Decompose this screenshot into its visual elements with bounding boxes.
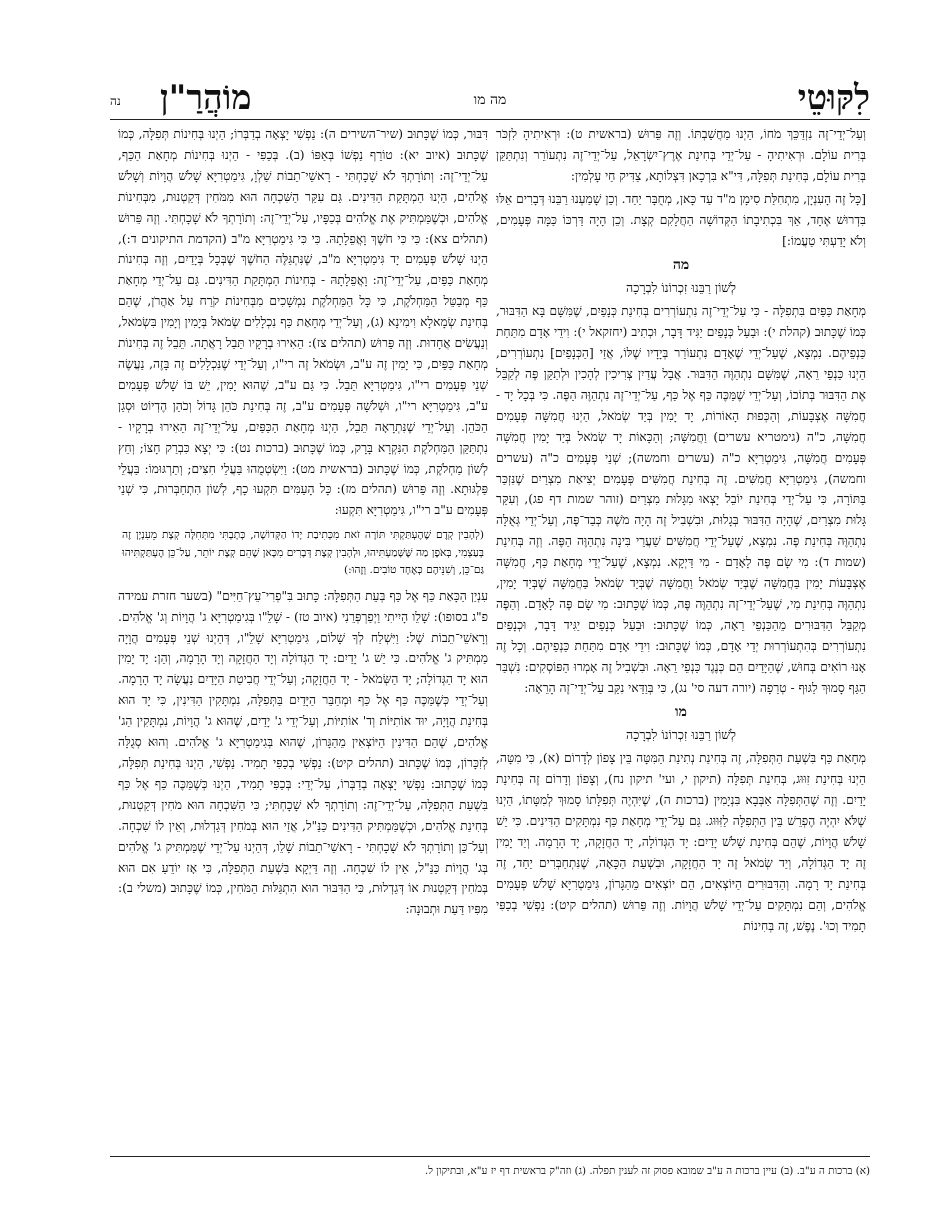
page-header [110,78,870,118]
section-subtitle: לְשׁוֹן רַבֵּנוּ זִכְרוֹנוֹ לִבְרָכָה [626,280,736,296]
section-range: מה מו [473,92,507,108]
paragraph: מְחָאַת כַּף בִּשְׁעַת הַתְּפִלָּה, זֶה בְּחִינַת נְתִינַת הַמִּטָּה בֵּין צָפוֹן לְדָרוֹם (א), כִּי מִטָּה, הַיְנוּ בְּחִינַת זִוּוּג, בְּחִינַת תְּפִלָּה (תיקון י, ועי' תיקון נח), וְצָפוֹן וְדָרוֹם זֶה בְּחִינַת יָדַיִם. וְזֶה שֶׁהַתְּפִלָּה אַבְּבָא בִּנְיָמִין (ברכות ה), שֶׁיִּהְיֶה תְּפִלָּתוֹ סָמוּךְ לְמִטָּתוֹ, הַיְנוּ שֶׁלֹּא יִהְיֶה הֶפְרֵשׁ בֵּין הַתְּפִלָּה לַזִּוּוּג. גַּם עַל־יְדֵי מְחָאַת כַּף נִמְתָּקִים הַדִּינִים. כִּי יֵשׁ שָׁלֹשׁ הֲוָיוֹת, שֶׁהֵם בְּחִינַת שָׁלֹשׁ יָדַיִם: יָד הַגְּדוֹלָה, יָד הַחֲזָקָה, יָד הָרָמָה. וְיַד יָמִין זֶה יָד הַגְּדוֹלָה, וְיַד שְׂמֹאל זֶה יָד הַחֲזָקָה, וּבִשְׁעַת הַכָּאָה, שֶׁנִּתְחַבְּרִים יַחַד, זֶה בְּחִינַת יָד רָמָה. וְהַדִּבּוּרִים הַיּוֹצְאִים, הֵם יוֹצְאִים מֵהַגָּרוֹן, גִּימַטְרִיָּא שָׁלֹשׁ פְּעָמִים אֱלֹהִים, וְהֵם נִמְתָּקִים עַל־יְדֵי שָׁלֹשׁ הֲוָיוֹת. וְזֶה פֵּרוּשׁ (תהלים קיט): נַפְשִׁי בְכַפִּי תָמִיד וְכוּ'. נֶפֶשׁ, זֶה בְּחִינוֹת [496,751,866,933]
page-number: נה [110,94,121,108]
left-column [118,124,488,1144]
section-subtitle: לְשׁוֹן רַבֵּנוּ זִכְרוֹנוֹ לִבְרָכָה [626,727,736,743]
footnotes: (א) ברכות ה ע"ב. (ב) עיין ברכות ה ע"ב שמובא פסוק זה לענין תפלה. (ג) וזה"ק בראשית דף יז ע"א, ובתיקון ל. [424,1165,870,1177]
section-title: מה [672,257,690,274]
paragraph: עִנְיַן הַכָּאַת כַּף אֶל כַּף בְּעֵת הַתְּפִלָּה: כָּתוּב בִּ"פְרִי־עֵץ־חַיִּים" (בשער חזרת עמידה פ"ג בסופו): שָׁלֵו הָיִיתִי וַיְפַרְפְּרֵנִי (איוב טז) - שָׁלֵ"ו בְּגִימַטְרִיָּא ג' הֲוָיוֹת וְג' אֱלֹהִים. וְרָאשֵׁי־תֵבוֹת שֶׁל: וַיִּשְׁלַח לְךָ שָׁלוֹם, גִּימַטְרִיָּא שָׁלֵ"ו, דְּהַיְנוּ שְׁנֵי פְּעָמִים הֲוָיָה מַמְתִּיק ג' אֱלֹהִים. כִּי יֵשׁ ג' יָדַיִם: יָד הַגְּדוֹלָה וְיָד הַחֲזָקָה וְיָד הָרָמָה, וְהֵן: יָד יָמִין הוּא יָד הַגְּדוֹלָה; יָד הַשְּׂמֹאל - יָד הַחֲזָקָה; וְעַל־יְדֵי חֲבִיטַת הַיָּדַיִם נַעֲשָׂה יָד הָרָמָה. וְעַל־יְדֵי כְּשֶׁמַּכֶּה כַּף אֶל כַּף וּמְחַבֵּר הַיָּדַיִם בַּתְּפִלָּה, נִמְתָּקִין הַדִּינִין, כִּי יָד הוּא בְּחִינַת הֲוָיָה, יוּד אוֹתִיּוֹת וְד' אוֹתִיּוֹת, וְעַל־יְדֵי ג' יָדַיִם, שֶׁהוּא ג' הֲוָיוֹת, נִמְתָּקִין הַג' אֱלֹהִים, שֶׁהֵם הַדִּינִין הַיּוֹצְאִין מֵהַגָּרוֹן, שֶׁהוּא בְּגִימַטְרִיָּא ג' אֱלֹהִים. וְהוּא סְגֻלָּה לְזִכָּרוֹן, כְּמוֹ שֶׁכָּתוּב (תהלים קיט): נַפְשִׁי בְכַפִּי תָמִיד. נַפְשִׁי, הַיְנוּ בְּחִינַת תְּפִלָּה, כְּמוֹ שֶׁכָּתוּב: נַפְשִׁי יָצְאָה בְדַבְּרוֹ, עַל־יְדֵי: בְּכַפִּי תָמִיד, הַיְנוּ כְּשֶׁמַּכֶּה כַּף אֶל כַּף בִּשְׁעַת הַתְּפִלָּה, עַל־יְדֵי־זֶה: וְתוֹרָתְךָ לֹא שָׁכָחְתִּי; כִּי הַשִּׁכְחָה הוּא מֹחִין דְּקַטְנוּת, בְּחִינַת אֱלֹהִים, וּכְשֶׁמַּמְתִּיק הַדִּינִים כַּנַּ"ל, אֲזַי הוּא בְּמֹחִין דְּגַדְלוּת, וְאֵין לוֹ שִׁכְחָה. וְעַל־כֵּן וְתוֹרָתְךָ לֹא שָׁכָחְתִּי - רָאשֵׁי־תֵבוֹת שָׁלֵו, דְּהַיְנוּ עַל־יְדֵי שֶׁמַּמְתִּיק ג' אֱלֹהִים בְּג' הֲוָיוֹת כַּנַּ"ל, אֵין לוֹ שִׁכְחָה. וְזֶה דַּיְקָא בִּשְׁעַת הַתְּפִלָּה, כִּי אָז יוֹדֵעַ אִם הוּא בְּמֹחִין דְּקַטְנוּת אוֹ דְּגַדְלוּת, כִּי הַדִּבּוּר הוּא הִתְגַּלּוּת הַמֹּחִין, כְּמוֹ שֶׁכָּתוּב (משלי ב): מִפִּיו דַּעַת וּתְבוּנָה: [118,588,488,917]
section-title: מו [675,704,687,721]
right-column [496,124,866,1144]
running-title-right: לִקּוּטֵי [797,78,870,118]
editor-note: (לְהָבִין קְדֶם שֶׁהֶעְתַּקְתִּי תּוֹרָה זֹאת מִכְּתִיבַת יָדוֹ הַקְּדוֹשָׁה, כְּתָבְתִּי מִתְּחִלָּה קְצָת מֵעִנְיָן זֶה בְּעַצְמִי, בְּאֹפֶן מַה שֶּׁשָּׁמַעְתִּיהוּ, וּלְהָבִין קְצָת דְּבָרִים מִכָּאן שֶׁהֵם קְצָת יוֹתֵר, עַל־כֵּן הֶעְתַּקְתִּיהוּ גַּם־כֵּן, וְשִׁנֵּיהֶם כְּאֶחָד טוֹבִים. וְזֶהוּ:) [122,529,484,577]
footnote-rule [110,1156,870,1157]
running-title-left: מוֹהֲרַ"ן [160,78,252,118]
paragraph: וְעַל־יְדֵי־זֶה נִזְדַּכֵּךְ מֹחוֹ, הַיְנוּ מַחֲשַׁבְתּוֹ. וְזֶה פֵּרוּשׁ (בראשית ט): וּרְאִיתִיהָ לִזְכֹּר בְּרִית עוֹלָם. וּרְאִיתִיהָ - עַל־יְדֵי בְּחִינַת אֶרֶץ־יִשְׂרָאֵל, עַל־יְדֵי־זֶה נִתְעוֹרֵר וְנִתְתַּקֵּן בְּרִית עוֹלָם, בְּחִינַת תְּפִלָּה, דִּי"א בִּרְכָאן דִּצְלוֹתָא, צַדִּיק חַי עָלְמִין: [496,127,866,183]
paragraph: [כָּל זֶה הָעִנְיָן, מִתְחִלַּת סִימָן מ"ד עַד כָּאן, מְחֻבָּר יַחַד. וְכֵן שָׁמַעְנוּ רַבֵּנוּ דְּבָרִים אֵלּוּ בִּדְרוּשׁ אֶחָד, אַךְ בִּכְתִיבָתוֹ הַקְּדוֹשָׁה הַחֲלָקִם קְצָת. וְכֵן הָיָה דַּרְכּוֹ כַּמָּה פְּעָמִים, וְלֹא יָדַעְתִּי טַעֲמוֹ:] [496,191,866,248]
header-rule [110,119,870,120]
paragraph: דִּבּוּר, כְּמוֹ שֶׁכָּתוּב (שיר־השירים ה): נַפְשִׁי יָצְאָה בְדַבְּרוֹ; הַיְנוּ בְּחִינוֹת תְּפִלָּה, כְּמוֹ שֶׁכָּתוּב (איוב יא): טוֹרֵף נַפְשׁוֹ בְּאַפּוֹ (ב). בְּכַפִּי - הַיְנוּ בְּחִינוֹת מְחָאַת הַכַּף, עַל־יְדֵי־זֶה: וְתוֹרָתְךָ לֹא שָׁכָחְתִּי - רָאשֵׁי־תֵבוֹת שַׁלְוָ, גִּימַטְרִיָּא שָׁלֹשׁ הֲוָיוֹת וְשָׁלֹשׁ אֱלֹהִים, הַיְנוּ הַמְתָּקַת הַדִּינִים. גַּם עִקַּר הַשִּׁכְחָה הוּא מִמֹּחִין דְּקַטְנוּת, מִבְּחִינוֹת אֱלֹהִים, וּכְשֶׁמַּמְתִּיק אֶת אֱלֹהִים בְּכַפָּיו, עַל־יְדֵי־זֶה: וְתוֹרָתְךָ לֹא שָׁכָחְתִּי. וְזֶה פֵּרוּשׁ (תהלים צא): כִּי כִּי חֹשֶׁךְ וָאֲפֵלָתָהּ. כִּי כִּי גִּימַטְרִיָּא מ"ב (הקדמת התיקונים ד:), הַיְנוּ שָׁלֹשׁ פְּעָמִים יָד גִּימַטְרִיָּא מ"ב, שֶׁנִּתְגַּלֶּה הַחֹשֶׁךְ שֶׁבְּכָל בְּיָדַיִם, וְזֶה בְּחִינוֹת מְחָאַת כַּפַּיִם, עַל־יְדֵי־זֶה: וָאֲפֵלָתָהּ - בְּחִינוֹת הַמְתָּקַת הַדִּינִים. גַּם עַל־יְדֵי מְחָאַת כַּף מְבַטֵּל הַמַּחְלֹקֶת, כִּי כָּל הַמַּחְלֹקֶת נִמְשָׁכִים מִבְּחִינוֹת קֹרַח עַל אַהֲרֹן, שֶׁהֵם בְּחִינַת שְׂמָאלָא וִימִינָא (ג), וְעַל־יְדֵי מְחָאַת כַּף נִכְלָלִים שְׂמֹאל בְּיָמִין וְיָמִין בִּשְׂמֹאל, וְנַעֲשִׂים אֲחָדוּת. וְזֶה פֵּרוּשׁ (תהלים צז): הֵאִירוּ בְרָקָיו תֵּבֵל רָאֲתָה. תֵּבֵל זֶה בְּחִינוֹת מְחָאַת כַּפַּיִם, כִּי יָמִין זֶה ע"ב, וּשְׂמֹאל זֶה רי"ו, וְעַל־יְדֵי שֶׁנִּכְלָלִים זֶה בָּזֶה, נַעֲשֶׂה שְׁנֵי פְּעָמִים רי"ו, גִּימַטְרִיָּא תֵּבֵל. כִּי גַּם ע"ב, שֶׁהוּא יָמִין, יֵשׁ בּוֹ שָׁלֹשׁ פְּעָמִים ע"ב, גִּימַטְרִיָּא רי"ו, וּשְׁלֹשָׁה פְּעָמִים ע"ב, זֶה בְּחִינַת כֹּהֵן גָּדוֹל וְכֹהֵן הֶדְיוֹט וּסְגַן הַכֹּהֵן. וְעַל־יְדֵי שֶׁנִּתְרָאָה תֵּבֵל, הַיְנוּ מְחָאַת הַכַּפַּיִם, עַל־יְדֵי־זֶה הֵאִירוּ בְרָקָיו - נִתְתַּקֵּן הַמַּחְלֹקֶת הַנִּקְרָא בָּרָק, כְּמוֹ שֶׁכָּתוּב (ברכות נט): כִּי יְצָא כִּבְרַק חָצוֹ; וְחֵץ לְשׁוֹן מַחְלֹקֶת, כְּמוֹ שֶׁכָּתוּב (בראשית מט): וַיִּשְׂטְמֻהוּ בַּעֲלֵי חִצִּים; וְתַרְגּוּמוֹ: בַּעֲלֵי פַּלְגּוּתָא. וְזֶה פֵּרוּשׁ (תהלים מז): כָּל הָעַמִּים תִּקְעוּ כָף, לְשׁוֹן הִתְחַבְּרוּת, כִּי שְׁנֵי פְּעָמִים ע"ב רי"ו, גִּימַטְרִיָּא תִּקְעוּ: [118,127,488,518]
paragraph: מְחָאַת כַּפַּיִם בִּתְפִלָּה - כִּי עַל־יְדֵי־זֶה נִתְעוֹרְרִים בְּחִינַת כְּנָפַיִם, שֶׁמִּשָּׁם בָּא הַדִּבּוּר, כְּמוֹ שֶׁכָּתוּב (קהלת י): וּבַעַל כְּנָפַיִם יַגִּיד דָּבָר, וּכְתִיב (יחזקאל י): וִידֵי אָדָם מִתַּחַת כַּנְפֵיהֶם. נִמְצָא, שֶׁעַל־יְדֵי שֶׁאָדָם נִתְעוֹרֵר בְּיָדָיו שֶׁלּוֹ, אֲזַי [הַכְּנָפַיִם] נִתְעוֹרְרִים, הַיְנוּ כַּנְפֵי רֵאָה, שֶׁמִּשָּׁם נִתְהַוֶּה הַדִּבּוּר. אֲבָל עֲדַיִן צְרִיכִין לְהָכִין וּלְתַקֵּן פֶּה לְקַבֵּל אֶת הַדִּבּוּר בְּתוֹכוֹ, וְעַל־יְדֵי שֶׁמַּכֶּה כַּף אֶל כַּף, עַל־יְדֵי־זֶה נִתְהַוֶּה הַפֶּה. כִּי בְּכָל יָד - חֲמִשָּׁה אֶצְבָּעוֹת, וְהַכְּפוּת הָאוֹרוֹת, יָד יָמִין בְּיַד שְׂמֹאל, הַיְנוּ חֲמִשָּׁה פְּעָמִים חֲמִשָּׁה, כ"ה (גימטריא עשרים) וַחֲמִשָּׁה; וְהַכָּאוֹת יָד שְׂמֹאל בְּיַד יָמִין חֲמִשָּׁה פְּעָמִים חֲמִשָּׁה, גִּימַטְרִיָּא כ"ה (עשרים וחמשה); שְׁנֵי פְּעָמִים כ"ה (עשרים וחמשה), גִּימַטְרִיָּא חֲמִשִּׁים. זֶה בְּחִינַת חֲמִשִּׁים פְּעָמִים יְצִיאַת מִצְרַיִם שֶׁנִּזְכַּר בַּתּוֹרָה, כִּי עַל־יְדֵי בְּחִינַת יוֹבֵל יָצְאוּ מִגָּלוּת מִצְרַיִם (זוהר שמות דף פג), וְעִקַּר גָּלוּת מִצְרַיִם, שֶׁהָיָה הַדִּבּוּר בְּגָלוּת, וּבִשְׁבִיל זֶה הָיָה מֹשֶׁה כְּבַד־פֶּה, וְעַל־יְדֵי גְּאֻלָּה נִתְהַוֶּה בְּחִינַת פֶּה. נִמְצָא, שֶׁעַל־יְדֵי חֲמִשִּׁים שַׁעֲרֵי בִּינָה נִתְהַוֶּה הַפֶּה. וְזֶה בְּחִינַת (שמות ד): מִי שָׂם פֶּה לָאָדָם - מִי דַּיְקָא. נִמְצָא, שֶׁעַל־יְדֵי מְחָאַת כַּף, חֲמִשָּׁה אֶצְבָּעוֹת יָמִין בַּחֲמִשָּׁה שֶׁבְּיַד שְׂמֹאל וַחֲמִשָּׁה שֶׁבְּיַד שְׂמֹאל בַּחֲמִשָּׁה שֶׁבְּיַד יָמִין, נִתְהַוֶּה בְּחִינַת מִי, שֶׁעַל־יְדֵי־זֶה נִתְהַוֶּה פֶּה, כְּמוֹ שֶׁכָּתוּב: מִי שָׂם פֶּה לָאָדָם. וְהַפֶּה מְקַבֵּל הַדִּבּוּרִים מֵהַכַּנְפֵי רֵאָה, כְּמוֹ שֶׁכָּתוּב: וּבַעַל כְּנָפַיִם יַגִּיד דָּבָר, וּכְנָפַיִם נִתְעוֹרְרִים בְּהִתְעוֹרְרוּת יְדֵי אָדָם, כְּמוֹ שֶׁכָּתוּב: וִידֵי אָדָם מִתַּחַת כַּנְפֵיהֶם. וְכָל זֶה אָנוּ רוֹאִים בְּחוּשׁ, שֶׁהַיָּדַיִם הֵם כְּנֶגֶד כַּנְפֵי רֵאָה. וּבִשְׁבִיל זֶה אָמְרוּ הַפּוֹסְקִים: נִשְׁבַּר הַגַּף סָמוּךְ לַגּוּף - טְרֵפָה (יורה דעה סי' נג), כִּי בְּוַדַּאי נִקַּב עַל־יְדֵי־זֶה הָרֵאָה: [496,304,866,695]
